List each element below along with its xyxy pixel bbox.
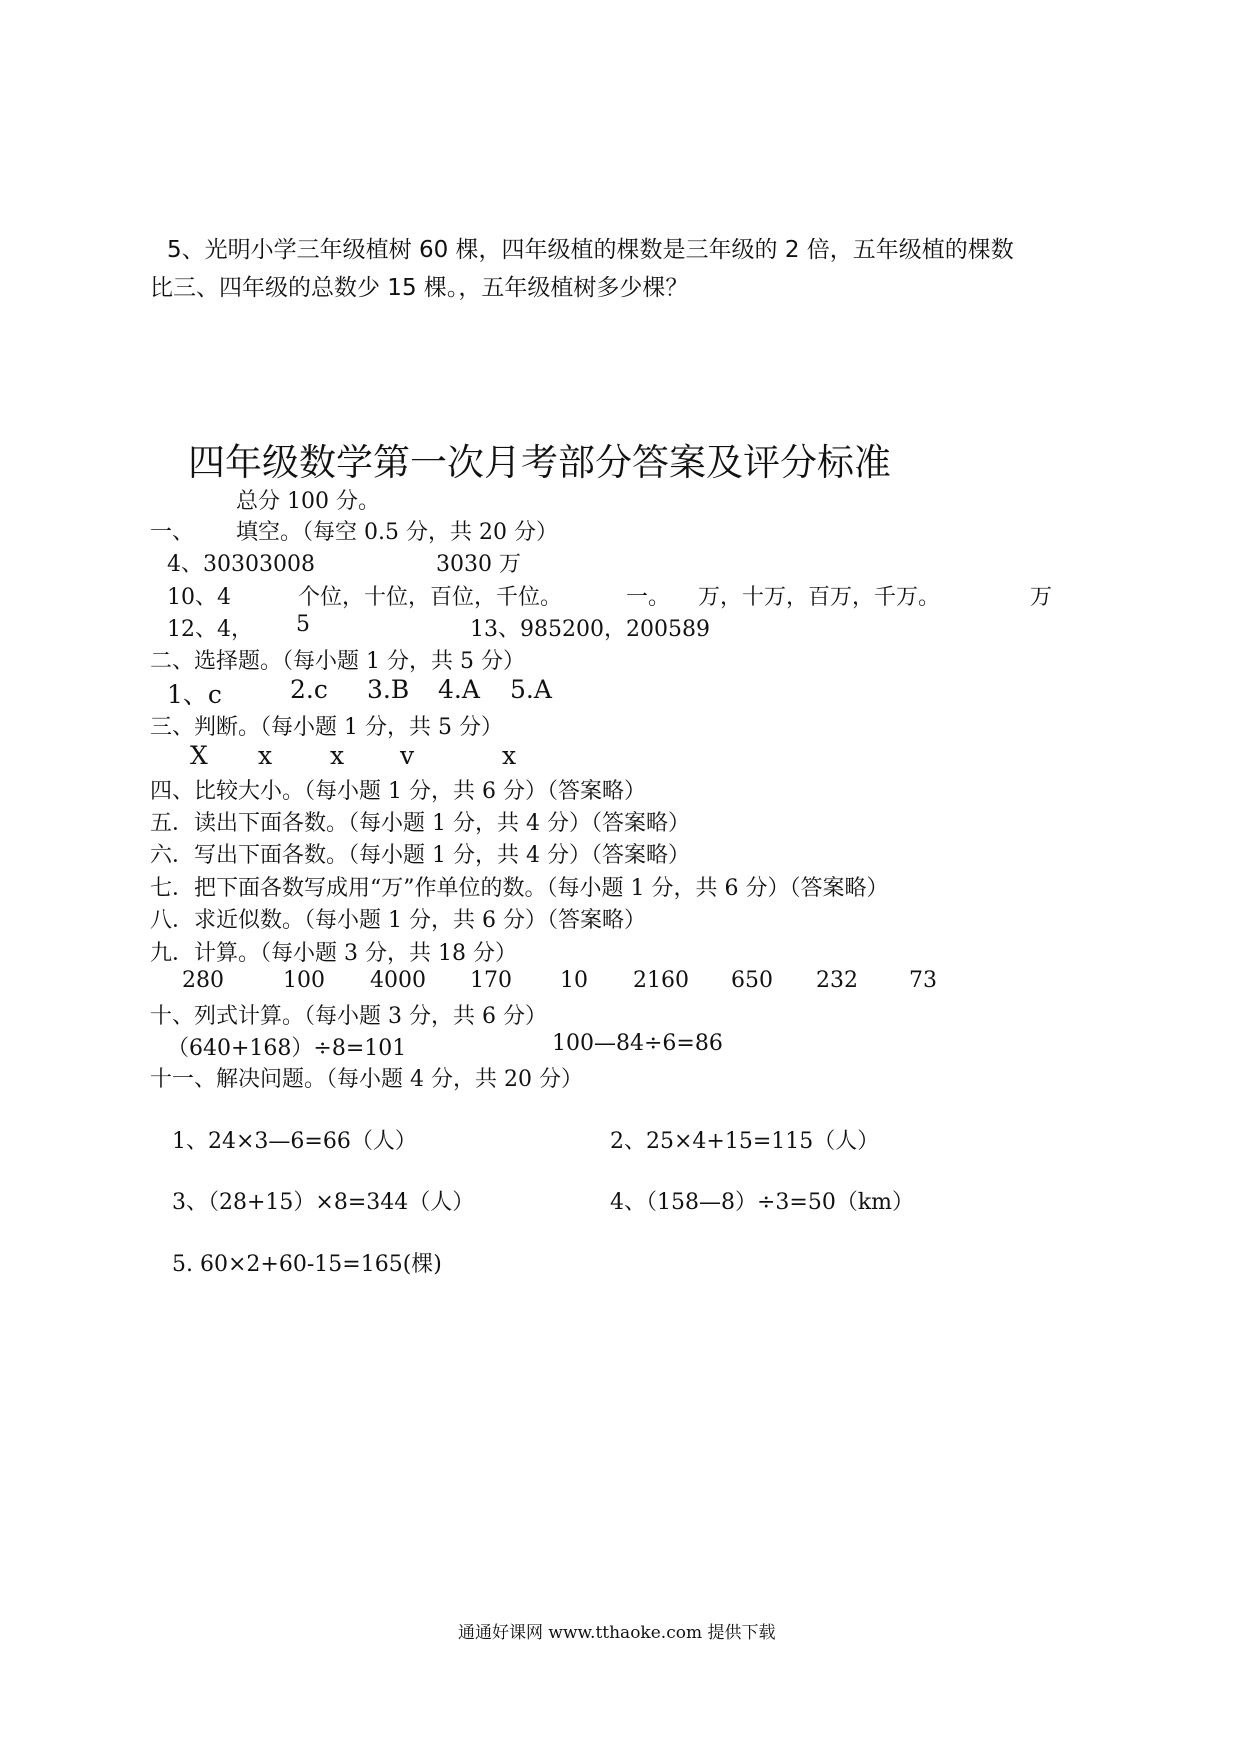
section-11-heading: 十一、解决问题。（每小题 4 分，共 20 分）	[150, 1067, 583, 1092]
answer-11b: 万，十万，百万，千万。	[698, 585, 941, 610]
answer-11c: 万	[1030, 585, 1053, 610]
formula-answer-2: 100—84÷6=86	[552, 1031, 723, 1056]
calc-answer-5: 10	[560, 968, 588, 993]
judge-answer-4: v	[400, 741, 415, 770]
choice-answer-4: 4.A	[438, 675, 480, 704]
choice-answer-1: 1、c	[167, 680, 222, 709]
answer-12: 12、4，	[167, 617, 253, 642]
calc-answer-7: 650	[731, 968, 773, 993]
question-5-line-2: 比三、四年级的总数少 15 棵。，五年级植树多少棵？	[150, 275, 689, 301]
judge-answer-2: x	[258, 741, 273, 770]
answer-10: 10、4	[167, 585, 231, 610]
section-4-heading: 四、比较大小。（每小题 1 分，共 6 分）（答案略）	[150, 779, 646, 804]
judge-answer-5: x	[502, 741, 517, 770]
choice-answer-2: 2.c	[290, 675, 328, 704]
calc-answer-2: 100	[283, 968, 325, 993]
answer-4: 4、30303008	[167, 552, 315, 577]
calc-answer-6: 2160	[633, 968, 689, 993]
section-9-heading: 九．计算。（每小题 3 分，共 18 分）	[150, 941, 517, 966]
answer-10b: 个位，十位，百位，千位。	[298, 585, 563, 610]
section-1-number: 一、	[150, 520, 195, 545]
calc-answer-4: 170	[470, 968, 512, 993]
calc-answer-1: 280	[182, 968, 224, 993]
problem-answer-4: 4、（158—8）÷3=50（km）	[610, 1190, 915, 1215]
answer-11: 一。	[626, 585, 671, 610]
judge-answer-3: x	[330, 741, 345, 770]
section-1-heading: 填空。（每空 0.5 分，共 20 分）	[236, 520, 558, 545]
problem-answer-2: 2、25×4+15=115（人）	[610, 1129, 880, 1154]
choice-answer-3: 3.B	[367, 675, 410, 704]
section-7-heading: 七．把下面各数写成用“万”作单位的数。（每小题 1 分，共 6 分）（答案略）	[150, 876, 889, 901]
formula-answer-1: （640+168）÷8=101	[167, 1036, 407, 1061]
footer-source: 通通好课网 www.tthaoke.com 提供下载	[458, 1623, 776, 1643]
section-5-heading: 五．读出下面各数。（每小题 1 分，共 4 分）（答案略）	[150, 811, 690, 836]
calc-answer-8: 232	[816, 968, 858, 993]
answer-key-title: 四年级数学第一次月考部分答案及评分标准	[188, 441, 891, 484]
question-5-line-1: 5、光明小学三年级植树 60 棵，四年级植的棵数是三年级的 2 倍，五年级植的棵数	[167, 237, 1014, 263]
section-2-heading: 二、选择题。（每小题 1 分，共 5 分）	[150, 649, 525, 674]
calc-answer-3: 4000	[370, 968, 426, 993]
problem-answer-5: 5. 60×2+60-15=165(棵)	[172, 1252, 442, 1277]
problem-answer-3: 3、（28+15）×8=344（人）	[172, 1190, 475, 1215]
section-3-heading: 三、判断。（每小题 1 分，共 5 分）	[150, 715, 503, 740]
judge-answer-1: X	[190, 741, 208, 770]
answer-4b: 3030 万	[436, 552, 521, 577]
problem-answer-1: 1、24×3—6=66（人）	[172, 1129, 417, 1154]
answer-13: 13、985200，200589	[470, 617, 710, 642]
section-6-heading: 六．写出下面各数。（每小题 1 分，共 4 分）（答案略）	[150, 843, 690, 868]
calc-answer-9: 73	[909, 968, 937, 993]
total-score: 总分 100 分。	[236, 489, 380, 514]
section-8-heading: 八．求近似数。（每小题 1 分，共 6 分）（答案略）	[150, 908, 646, 933]
choice-answer-5: 5.A	[510, 675, 552, 704]
answer-12b: 5	[296, 612, 310, 637]
section-10-heading: 十、列式计算。（每小题 3 分，共 6 分）	[150, 1004, 547, 1029]
